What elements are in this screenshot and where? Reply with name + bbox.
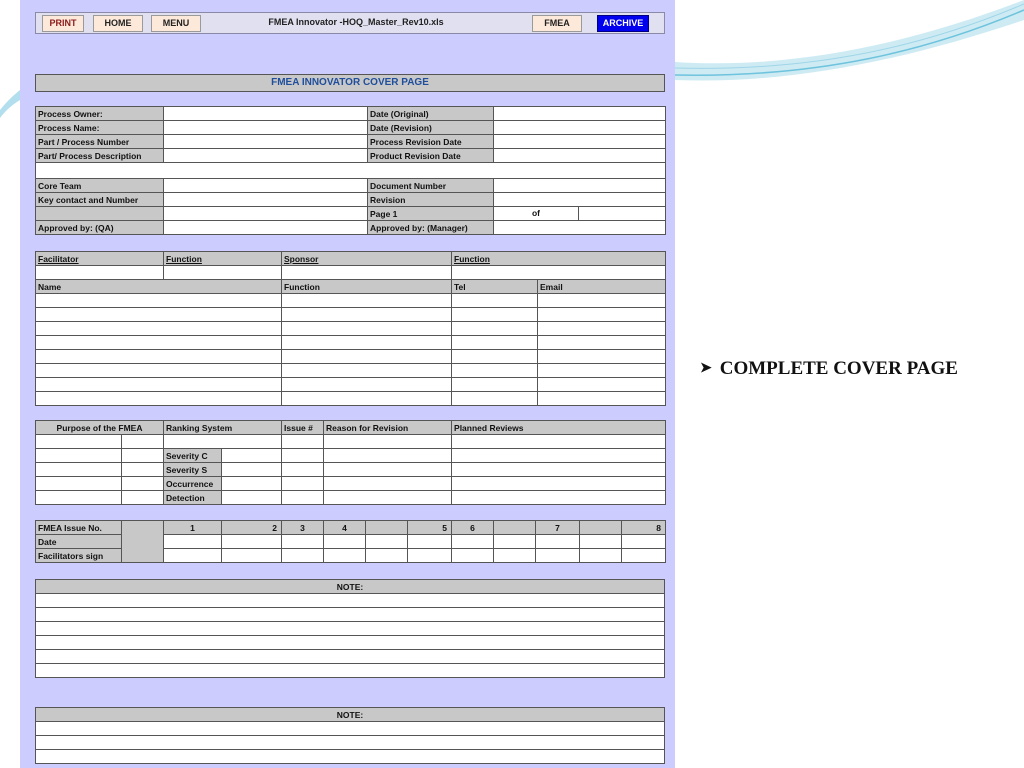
reason-cell[interactable] (324, 477, 452, 491)
arrow-bullet-icon: ➤ (700, 361, 712, 376)
issue-sign-cell[interactable] (452, 549, 494, 563)
issue-sign-cell[interactable] (282, 549, 324, 563)
process-owner-label: Process Owner: (36, 107, 164, 121)
date-original-cell[interactable] (494, 107, 666, 121)
revision-label: Revision (368, 193, 494, 207)
reason-cell[interactable] (324, 435, 452, 449)
note-line[interactable] (36, 722, 665, 736)
issue-number-table (35, 520, 665, 563)
issue-number-blank (580, 521, 622, 535)
reason-cell[interactable] (324, 491, 452, 505)
fmea-button[interactable]: FMEA (532, 15, 582, 32)
purpose-cell[interactable] (36, 463, 122, 477)
issue-number-3: 3 (282, 521, 324, 535)
issue-number-blank (366, 521, 408, 535)
document-number-label: Document Number (368, 179, 494, 193)
purpose-cell[interactable] (36, 491, 122, 505)
part-description-label: Part/ Process Description (36, 149, 164, 163)
issue-date-cell[interactable] (324, 535, 366, 549)
approved-qa-label: Approved by: (QA) (36, 221, 164, 235)
note-line[interactable] (36, 622, 665, 636)
team-tel-cell[interactable] (452, 364, 538, 378)
team-tel-cell[interactable] (452, 336, 538, 350)
team-email-cell[interactable] (538, 308, 666, 322)
note-header-1: NOTE: (36, 580, 665, 594)
issue-date-cell[interactable] (408, 535, 452, 549)
issue-cell[interactable] (282, 491, 324, 505)
date-original-label: Date (Original) (368, 107, 494, 121)
severity-s-cell[interactable] (222, 463, 282, 477)
note-line[interactable] (36, 594, 665, 608)
date-revision-cell[interactable] (494, 121, 666, 135)
product-revision-date-cell[interactable] (494, 149, 666, 163)
issue-date-cell[interactable] (622, 535, 666, 549)
purpose-cell[interactable] (122, 435, 164, 449)
date-revision-label: Date (Revision) (368, 121, 494, 135)
page-label: Page 1 (368, 207, 494, 221)
team-tel-cell[interactable] (452, 350, 538, 364)
issue-number-7: 7 (536, 521, 580, 535)
core-team-label: Core Team (36, 179, 164, 193)
function-header: Function (282, 280, 452, 294)
team-name-cell[interactable] (36, 336, 282, 350)
team-email-cell[interactable] (538, 350, 666, 364)
note-line[interactable] (36, 736, 665, 750)
team-email-cell[interactable] (538, 322, 666, 336)
occurrence-label: Occurrence (164, 477, 222, 491)
purpose-cell[interactable] (36, 477, 122, 491)
team-name-cell[interactable] (36, 308, 282, 322)
print-button[interactable]: PRINT (42, 15, 84, 32)
product-revision-date-label: Product Revision Date (368, 149, 494, 163)
ranking-header: Ranking System (164, 421, 282, 435)
issue-number-5: 5 (408, 521, 452, 535)
menu-button[interactable]: MENU (151, 15, 201, 32)
team-name-cell[interactable] (36, 322, 282, 336)
issue-date-label: Date (36, 535, 122, 549)
planned-cell[interactable] (452, 463, 666, 477)
planned-cell[interactable] (452, 491, 666, 505)
severity-s-label: Severity S (164, 463, 222, 477)
purpose-cell[interactable] (122, 477, 164, 491)
blank-label-cell (36, 207, 164, 221)
team-function-cell[interactable] (282, 308, 452, 322)
team-function-cell[interactable] (282, 350, 452, 364)
team-table (35, 251, 665, 406)
team-name-cell[interactable] (36, 392, 282, 406)
issue-number-blank (494, 521, 536, 535)
bullet-point (700, 358, 958, 380)
issue-date-cell[interactable] (366, 535, 408, 549)
issue-number-1: 1 (164, 521, 222, 535)
team-tel-cell[interactable] (452, 322, 538, 336)
team-function-cell[interactable] (282, 336, 452, 350)
part-number-label: Part / Process Number (36, 135, 164, 149)
sponsor-function-header: Function (452, 252, 666, 266)
purpose-cell[interactable] (122, 463, 164, 477)
issue-number-2: 2 (222, 521, 282, 535)
planned-cell[interactable] (452, 477, 666, 491)
severity-c-label: Severity C (164, 449, 222, 463)
team-tel-cell[interactable] (452, 378, 538, 392)
issue-sign-cell[interactable] (324, 549, 366, 563)
note-header-2: NOTE: (36, 708, 665, 722)
part-number-cell[interactable] (164, 135, 368, 149)
process-revision-date-label: Process Revision Date (368, 135, 494, 149)
purpose-table (35, 420, 665, 505)
note-line[interactable] (36, 650, 665, 664)
planned-reviews-header: Planned Reviews (452, 421, 666, 435)
description-cell[interactable] (36, 163, 666, 179)
home-button[interactable]: HOME (93, 15, 143, 32)
issue-spacer (122, 521, 164, 563)
issue-cell[interactable] (282, 435, 324, 449)
page-of-label: of (494, 207, 579, 220)
issue-sign-cell[interactable] (222, 549, 282, 563)
reason-cell[interactable] (324, 449, 452, 463)
severity-c-cell[interactable] (222, 449, 282, 463)
tel-header: Tel (452, 280, 538, 294)
cover-title: FMEA INNOVATOR COVER PAGE (36, 75, 665, 92)
team-email-cell[interactable] (538, 294, 666, 308)
sponsor-header: Sponsor (282, 252, 452, 266)
issue-sign-cell[interactable] (580, 549, 622, 563)
facilitator-function-cell[interactable] (164, 266, 282, 280)
approved-manager-label: Approved by: (Manager) (368, 221, 494, 235)
part-description-cell[interactable] (164, 149, 368, 163)
document-number-cell[interactable] (494, 179, 666, 193)
detection-label: Detection (164, 491, 222, 505)
approved-manager-cell[interactable] (494, 221, 666, 235)
facilitators-sign-label: Facilitators sign (36, 549, 122, 563)
planned-cell[interactable] (452, 435, 666, 449)
issue-date-cell[interactable] (222, 535, 282, 549)
revision-cell[interactable] (494, 193, 666, 207)
issue-number-8: 8 (622, 521, 666, 535)
note-line[interactable] (36, 664, 665, 678)
issue-date-cell[interactable] (580, 535, 622, 549)
name-header: Name (36, 280, 282, 294)
team-function-cell[interactable] (282, 294, 452, 308)
bullet-text: COMPLETE COVER PAGE (719, 358, 958, 379)
note-line[interactable] (36, 608, 665, 622)
team-name-cell[interactable] (36, 364, 282, 378)
reason-header: Reason for Revision (324, 421, 452, 435)
process-owner-cell[interactable] (164, 107, 368, 121)
issue-cell[interactable] (282, 477, 324, 491)
team-function-cell[interactable] (282, 392, 452, 406)
purpose-cell[interactable] (122, 449, 164, 463)
issue-date-cell[interactable] (164, 535, 222, 549)
team-name-cell[interactable] (36, 378, 282, 392)
team-tel-cell[interactable] (452, 308, 538, 322)
note-table-1 (35, 579, 665, 678)
issue-sign-cell[interactable] (164, 549, 222, 563)
issue-sign-cell[interactable] (366, 549, 408, 563)
issue-date-cell[interactable] (282, 535, 324, 549)
note-line[interactable] (36, 636, 665, 650)
team-email-cell[interactable] (538, 364, 666, 378)
issue-no-label: FMEA Issue No. (36, 521, 122, 535)
team-function-cell[interactable] (282, 322, 452, 336)
process-name-label: Process Name: (36, 121, 164, 135)
facilitator-cell[interactable] (36, 266, 164, 280)
issue-sign-cell[interactable] (408, 549, 452, 563)
issue-cell[interactable] (282, 449, 324, 463)
issue-header: Issue # (282, 421, 324, 435)
process-info-table (35, 106, 665, 235)
toolbar (35, 12, 665, 34)
issue-sign-cell[interactable] (622, 549, 666, 563)
cover-title-block (35, 74, 665, 92)
issue-date-cell[interactable] (494, 535, 536, 549)
page-total-cell[interactable] (579, 207, 665, 220)
sponsor-function-cell[interactable] (452, 266, 666, 280)
purpose-cell[interactable] (36, 435, 122, 449)
note-line[interactable] (36, 750, 665, 764)
reason-cell[interactable] (324, 463, 452, 477)
core-team-cell[interactable] (164, 179, 368, 193)
issue-sign-cell[interactable] (494, 549, 536, 563)
key-contact-cell[interactable] (164, 193, 368, 207)
detection-cell[interactable] (222, 491, 282, 505)
purpose-header: Purpose of the FMEA (36, 421, 164, 435)
process-revision-date-cell[interactable] (494, 135, 666, 149)
email-header: Email (538, 280, 666, 294)
issue-date-cell[interactable] (536, 535, 580, 549)
team-function-cell[interactable] (282, 378, 452, 392)
occurrence-cell[interactable] (222, 477, 282, 491)
team-email-cell[interactable] (538, 392, 666, 406)
team-name-cell[interactable] (36, 350, 282, 364)
issue-number-4: 4 (324, 521, 366, 535)
facilitator-header: Facilitator (36, 252, 164, 266)
issue-number-6: 6 (452, 521, 494, 535)
approved-qa-cell[interactable] (164, 221, 368, 235)
process-name-cell[interactable] (164, 121, 368, 135)
team-email-cell[interactable] (538, 378, 666, 392)
purpose-cell[interactable] (36, 449, 122, 463)
note-table-2 (35, 707, 665, 764)
team-tel-cell[interactable] (452, 294, 538, 308)
facilitator-function-header: Function (164, 252, 282, 266)
team-function-cell[interactable] (282, 364, 452, 378)
issue-cell[interactable] (282, 463, 324, 477)
workbook-title: FMEA Innovator -HOQ_Master_Rev10.xls (268, 17, 444, 27)
issue-date-cell[interactable] (452, 535, 494, 549)
archive-button[interactable]: ARCHIVE (597, 15, 649, 32)
key-contact-label: Key contact and Number (36, 193, 164, 207)
planned-cell[interactable] (452, 449, 666, 463)
team-email-cell[interactable] (538, 336, 666, 350)
team-name-cell[interactable] (36, 294, 282, 308)
team-tel-cell[interactable] (452, 392, 538, 406)
spreadsheet-sheet (20, 0, 675, 768)
purpose-cell[interactable] (122, 491, 164, 505)
sponsor-cell[interactable] (282, 266, 452, 280)
issue-sign-cell[interactable] (536, 549, 580, 563)
blank-value-cell[interactable] (164, 207, 368, 221)
ranking-cell[interactable] (164, 435, 282, 449)
